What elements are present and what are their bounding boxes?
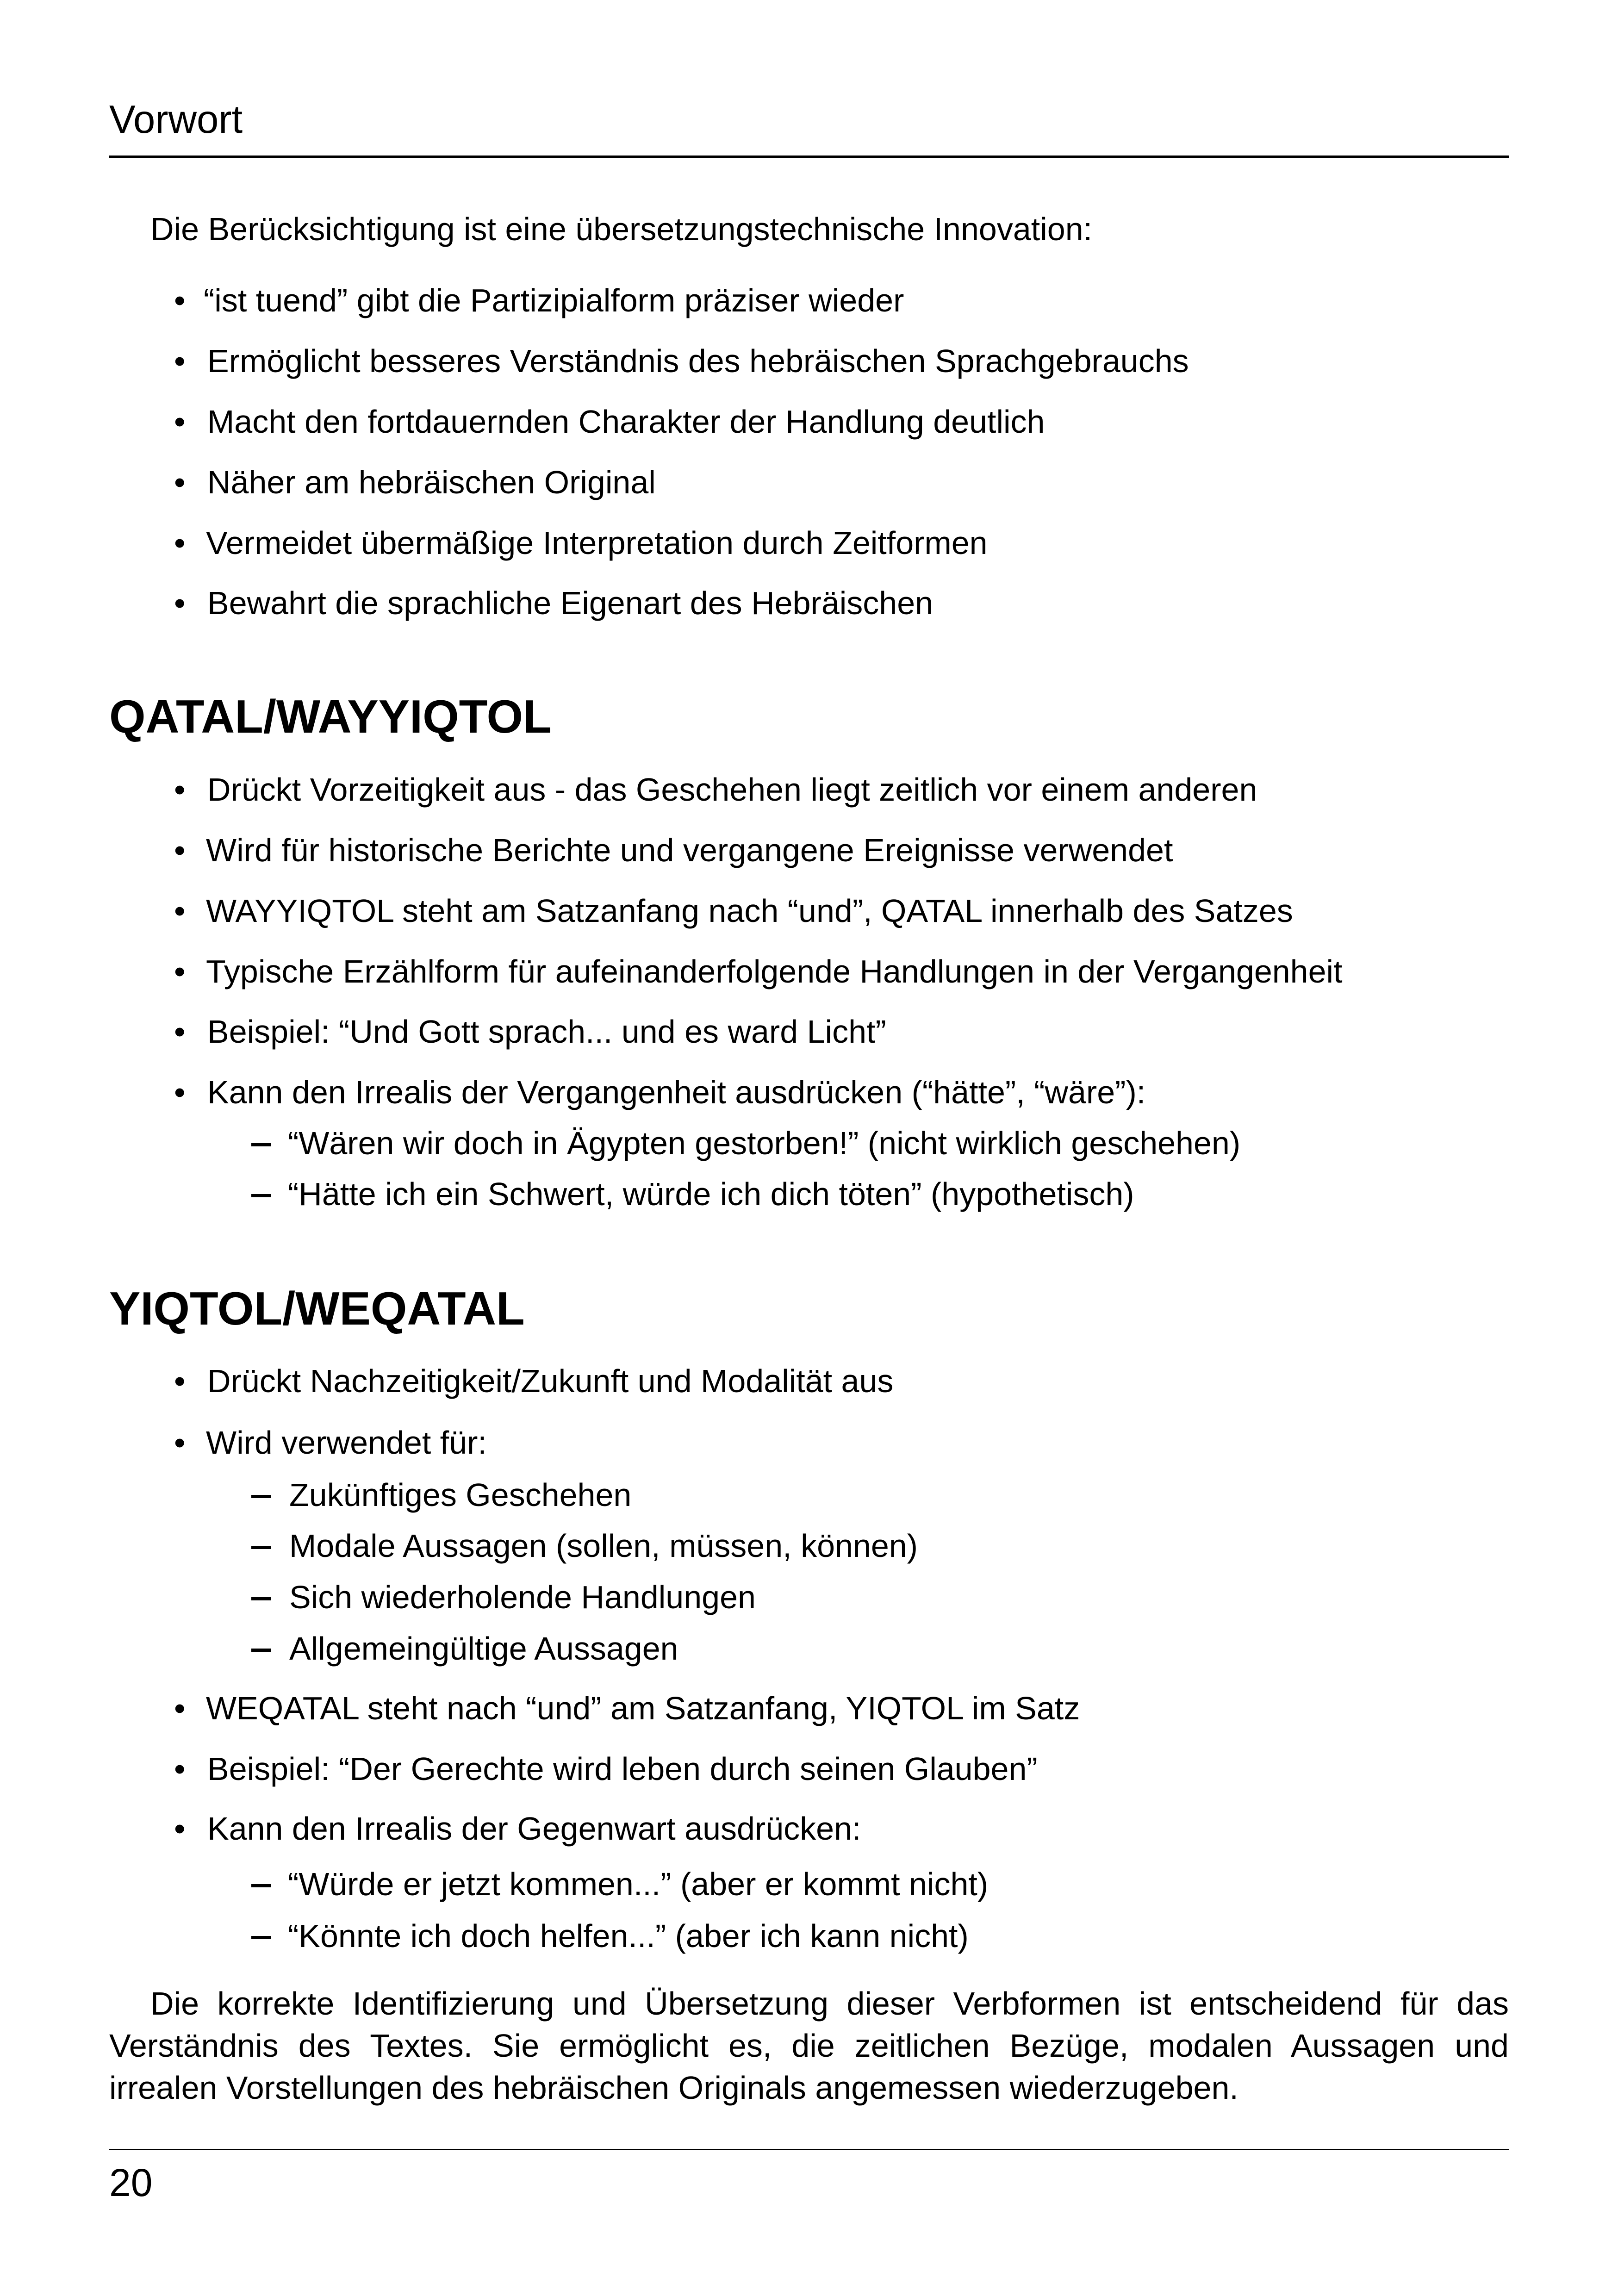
bullet-icon: • — [174, 404, 186, 440]
list-item-text: WEQATAL steht nach “und” am Satzanfang, YIQTOL im Satz — [206, 1690, 1080, 1726]
dash-icon — [251, 1649, 271, 1652]
bullet-icon: • — [174, 464, 186, 500]
bullet-icon: • — [174, 1014, 186, 1050]
list-item-text: “ist tuend” gibt die Partizipialform präziser wieder — [204, 282, 904, 318]
sub-list-item-text: Allgemeingültige Aussagen — [289, 1630, 678, 1667]
list-item-text: Ermöglicht besseres Verständnis des hebräischen Sprachgebrauchs — [207, 343, 1189, 379]
list-item-text: Näher am hebräischen Original — [207, 464, 656, 500]
bullet-icon: • — [174, 525, 186, 561]
running-header-title: Vorwort — [109, 98, 243, 142]
bullet-icon: • — [174, 282, 186, 318]
paragraph-line: Verständnis des Textes. Sie ermöglicht es, die zeitlichen Bezüge, modalen Aussagen und — [109, 2028, 1509, 2064]
list-item-text: Drückt Nachzeitigkeit/Zukunft und Modalität aus — [207, 1363, 894, 1399]
list-item-text: Beispiel: “Der Gerechte wird leben durch seinen Glauben” — [207, 1751, 1038, 1787]
list-item-text: Bewahrt die sprachliche Eigenart des Hebräischen — [207, 585, 933, 621]
sub-list-item-text: Sich wiederholende Handlungen — [289, 1579, 756, 1615]
bullet-icon: • — [174, 1363, 186, 1399]
bullet-icon: • — [174, 832, 186, 868]
bullet-icon: • — [174, 893, 186, 929]
paragraph-line: irrealen Vorstellungen des hebräischen Originals angemessen wiederzugeben. — [109, 2070, 1238, 2106]
bullet-icon: • — [174, 585, 186, 621]
list-item-text: WAYYIQTOL steht am Satzanfang nach “und”, QATAL innerhalb des Satzes — [206, 893, 1293, 929]
bullet-icon: • — [174, 1074, 186, 1110]
dash-icon — [251, 1495, 271, 1498]
list-item-text: Kann den Irrealis der Gegenwart ausdrücken: — [207, 1811, 861, 1847]
list-item-text: Macht den fortdauernden Charakter der Handlung deutlich — [207, 404, 1045, 440]
sub-list-item-text: “Hätte ich ein Schwert, würde ich dich töten” (hypothetisch) — [288, 1176, 1134, 1212]
sub-list-item-text: “Wären wir doch in Ägypten gestorben!” (nicht wirklich geschehen) — [288, 1125, 1241, 1161]
list-item-text: Typische Erzählform für aufeinanderfolgende Handlungen in der Vergangenheit — [206, 953, 1343, 989]
list-item-text: Wird für historische Berichte und vergangene Ereignisse verwendet — [206, 832, 1173, 868]
section-heading-qatal: QATAL/WAYYIQTOL — [109, 691, 552, 743]
dash-icon — [251, 1597, 271, 1600]
list-item-text: Wird verwendet für: — [206, 1425, 487, 1461]
bullet-icon: • — [174, 343, 186, 379]
bullet-icon: • — [174, 1425, 186, 1461]
bullet-icon: • — [174, 953, 186, 989]
page-number: 20 — [109, 2161, 153, 2204]
dash-icon — [251, 1936, 271, 1939]
footer-rule — [109, 2149, 1509, 2150]
sub-list-item-text: Modale Aussagen (sollen, müssen, können) — [289, 1528, 918, 1564]
header-rule — [109, 156, 1509, 158]
dash-icon — [251, 1546, 271, 1549]
list-item-text: Kann den Irrealis der Vergangenheit ausdrücken (“hätte”, “wäre”): — [207, 1074, 1146, 1110]
sub-list-item-text: “Könnte ich doch helfen...” (aber ich kann nicht) — [288, 1918, 969, 1954]
sub-list-item-text: “Würde er jetzt kommen...” (aber er kommt nicht) — [288, 1866, 989, 1902]
dash-icon — [251, 1143, 271, 1146]
bullet-icon: • — [174, 772, 186, 808]
section-heading-yiqtol: YIQTOL/WEQATAL — [109, 1283, 525, 1335]
intro-text: Die Berücksichtigung ist eine übersetzungstechnische Innovation: — [150, 211, 1093, 247]
bullet-icon: • — [174, 1690, 186, 1726]
list-item-text: Vermeidet übermäßige Interpretation durch Zeitformen — [206, 525, 988, 561]
bullet-icon: • — [174, 1751, 186, 1787]
list-item-text: Beispiel: “Und Gott sprach... und es ward Licht” — [207, 1014, 886, 1050]
bullet-icon: • — [174, 1811, 186, 1847]
dash-icon — [251, 1884, 271, 1887]
paragraph-line: Die korrekte Identifizierung und Übersetzung dieser Verbformen ist entscheidend für das — [150, 1985, 1509, 2022]
list-item-text: Drückt Vorzeitigkeit aus - das Geschehen liegt zeitlich vor einem anderen — [207, 772, 1257, 808]
sub-list-item-text: Zukünftiges Geschehen — [289, 1477, 632, 1513]
dash-icon — [251, 1194, 271, 1197]
